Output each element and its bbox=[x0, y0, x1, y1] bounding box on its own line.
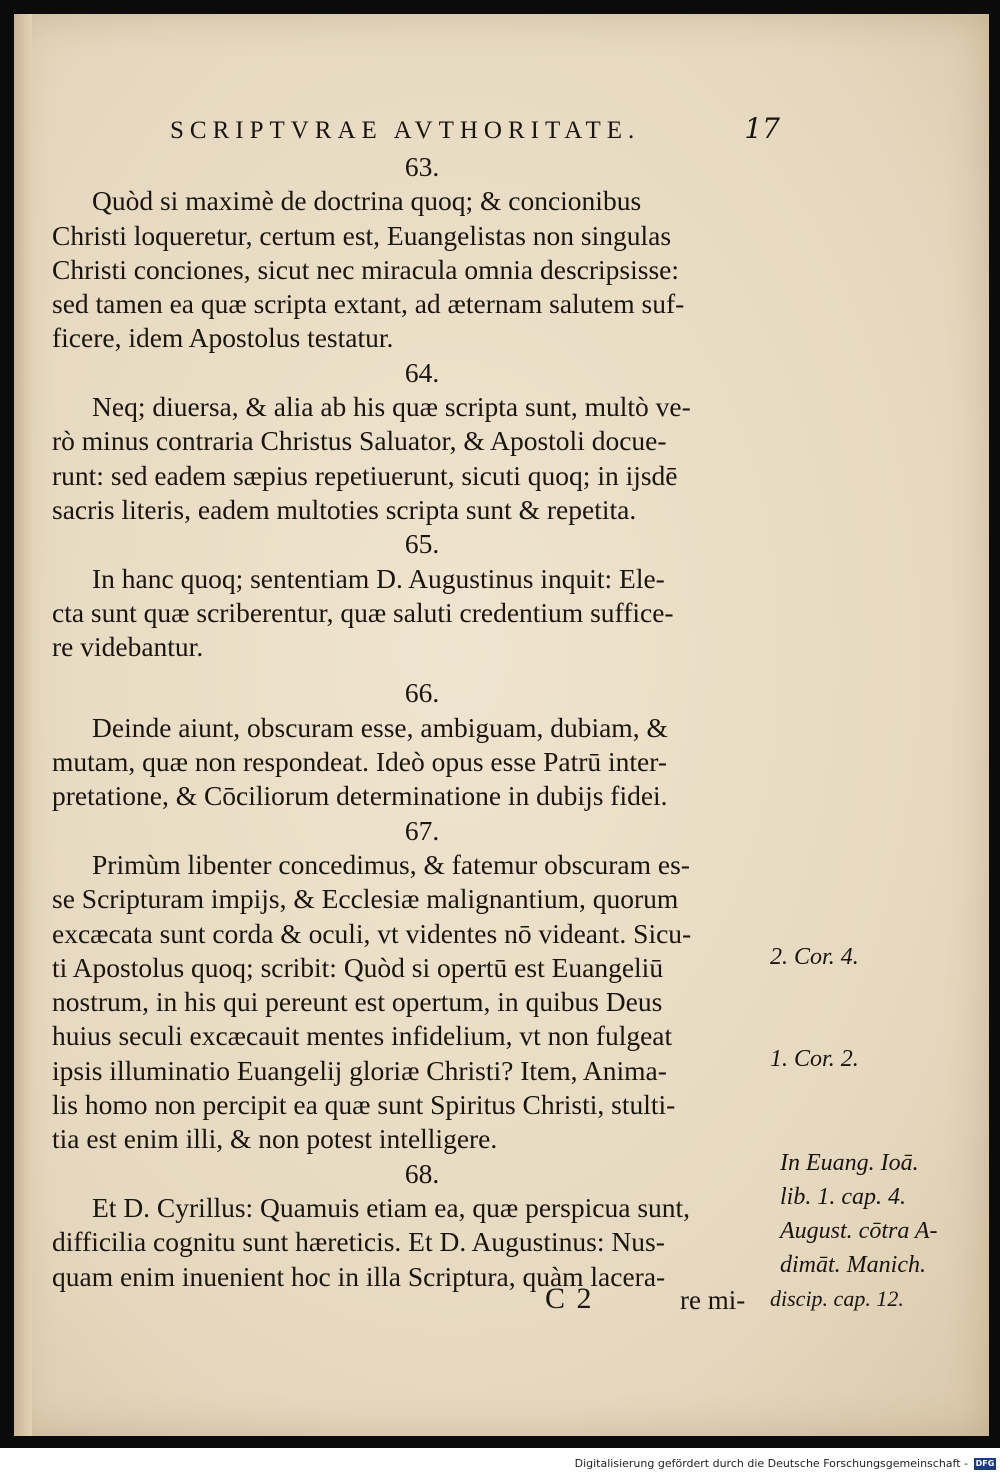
text-line: mutam, quæ non respondeat. Ideò opus esse Patrū inter- bbox=[52, 746, 668, 778]
text-line: Deinde aiunt, obscuram esse, ambiguam, dubiam, & bbox=[92, 711, 668, 743]
main-text bbox=[52, 150, 772, 1294]
section-number-68: 68. bbox=[404, 1157, 440, 1189]
catchword: re mi- bbox=[680, 1285, 746, 1315]
margin-note: 2. Cor. 4. bbox=[770, 944, 859, 970]
text-line: huius seculi excæcauit mentes infidelium, vt non fulgeat bbox=[52, 1020, 673, 1052]
text-line: sed tamen ea quæ scripta extant, ad æternam salutem suf- bbox=[52, 288, 685, 320]
text-line: difficilia cognitu sunt hæreticis. Et D. Augustinus: Nus- bbox=[52, 1226, 665, 1258]
spacer bbox=[52, 664, 772, 676]
text-line: Et D. Cyrillus: Quamuis etiam ea, quæ perspicua sunt, bbox=[92, 1191, 691, 1223]
text-line: se Scripturam impijs, & Ecclesiæ malignantium, quorum bbox=[52, 883, 679, 915]
margin-note: dimāt. Manich. bbox=[780, 1252, 926, 1278]
text-line: ti Apostolus quoq; scribit: Quòd si opertū est Euangeliū bbox=[52, 951, 664, 983]
section-number-64: 64. bbox=[404, 356, 440, 388]
text-line: ficere, idem Apostolus testatur. bbox=[52, 322, 394, 354]
text-line: tia est enim illi, & non potest intelligere. bbox=[52, 1123, 498, 1155]
text-line: Christi loqueretur, certum est, Euangelistas non singulas bbox=[52, 219, 672, 251]
running-head: SCRIPTVRAE AVTHORITATE. bbox=[170, 117, 641, 144]
text-line: In hanc quoq; sententiam D. Augustinus inquit: Ele- bbox=[92, 562, 665, 594]
section-number-65: 65. bbox=[404, 528, 440, 560]
text-line: pretatione, & Cōciliorum determinatione in dubijs fidei. bbox=[52, 780, 668, 812]
text-line: Primùm libenter concedimus, & fatemur obscuram es- bbox=[92, 848, 690, 880]
page-header bbox=[170, 112, 780, 145]
text-line: nostrum, in his qui pereunt est opertum, in quibus Deus bbox=[52, 986, 663, 1018]
text-line: re videbantur. bbox=[52, 631, 204, 663]
text-line: excæcata sunt corda & oculi, vt videntes nō videant. Sicu- bbox=[52, 917, 692, 949]
margin-note: August. cōtra A- bbox=[780, 1218, 938, 1244]
text-line: lis homo non percipit ea quæ sunt Spiritus Christi, stulti- bbox=[52, 1089, 676, 1121]
text-line: rò minus contraria Christus Saluator, & Apostoli docue- bbox=[52, 425, 667, 457]
funding-credit: Digitalisierung gefördert durch die Deutsche Forschungsgemeinschaft - bbox=[574, 1457, 968, 1470]
margin-note: lib. 1. cap. 4. bbox=[780, 1184, 906, 1210]
text-line: runt: sed eadem sæpius repetiuerunt, sicuti quoq; in ijsdē bbox=[52, 459, 678, 491]
text-line: Neq; diuersa, & alia ab his quæ scripta sunt, multò ve- bbox=[92, 391, 691, 423]
margin-note: 1. Cor. 2. bbox=[770, 1046, 859, 1072]
section-number-63: 63. bbox=[404, 151, 440, 182]
text-line: quam enim inuenient hoc in illa Scriptura, quàm lacera- bbox=[52, 1260, 666, 1292]
margin-note: In Euang. Ioā. bbox=[780, 1150, 919, 1176]
page-gutter bbox=[14, 14, 32, 1436]
text-line: sacris literis, eadem multoties scripta sunt & repetita. bbox=[52, 493, 637, 525]
text-line: cta sunt quæ scriberentur, quæ saluti credentium suffice- bbox=[52, 596, 674, 628]
footer-bar bbox=[0, 1448, 1000, 1479]
section-number-66: 66. bbox=[404, 677, 440, 709]
text-line: Quòd si maximè de doctrina quoq; & concionibus bbox=[92, 185, 642, 217]
text-line: ipsis illuminatio Euangelij gloriæ Christi? Item, Anima- bbox=[52, 1054, 667, 1086]
folio-number: 17 bbox=[744, 112, 780, 145]
section-number-67: 67. bbox=[404, 814, 440, 846]
signature-mark: C 2 bbox=[545, 1282, 594, 1315]
dfg-logo: DFG bbox=[975, 1459, 995, 1468]
margin-note: discip. cap. 12. bbox=[770, 1286, 904, 1311]
text-line: Christi conciones, sicut nec miracula omnia descripsisse: bbox=[52, 253, 679, 285]
